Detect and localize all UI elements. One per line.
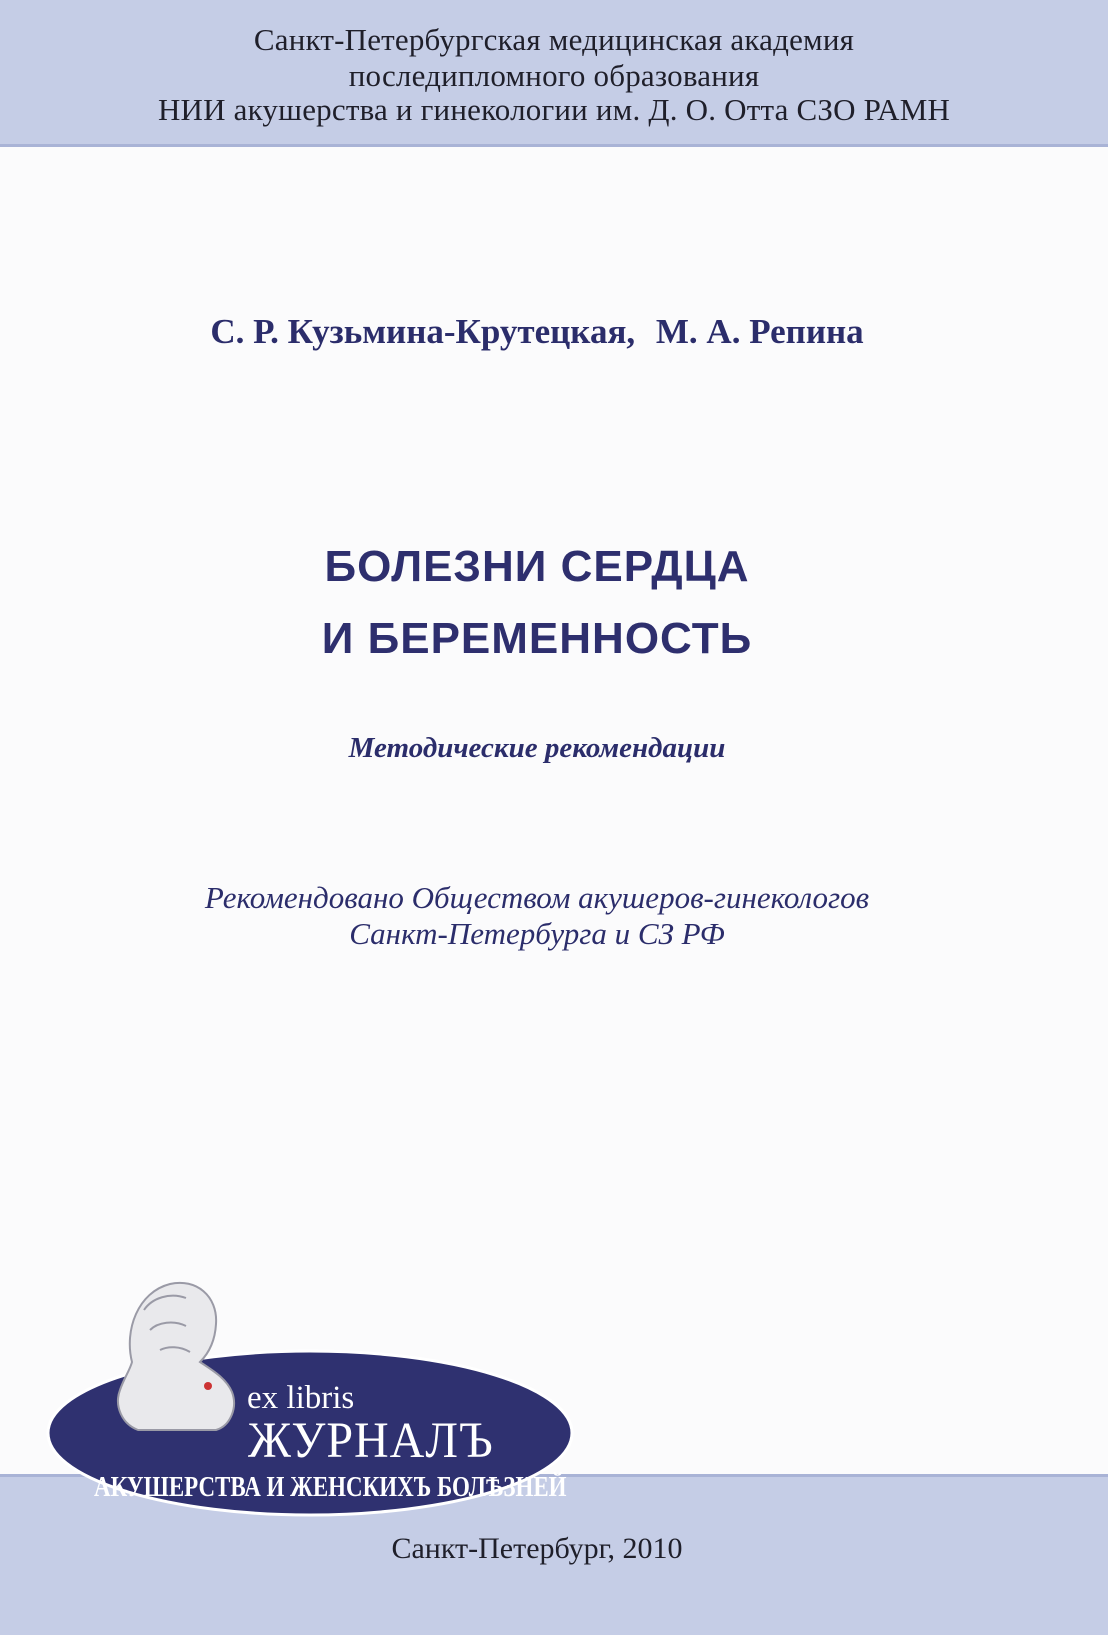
subtitle: Методические рекомендации bbox=[348, 732, 726, 764]
city-year: Санкт-Петербург, 2010 bbox=[391, 1532, 683, 1565]
ex-libris-logo bbox=[40, 1270, 580, 1520]
logo-journal-title: ЖУРНАЛЪ bbox=[248, 1412, 494, 1469]
header-institution-line-3: НИИ акушерства и гинекологии им. Д. О. Отта СЗО РАМН bbox=[157, 92, 951, 127]
header-band bbox=[0, 0, 1108, 147]
header-institution-line-1: Санкт-Петербургская медицинская академия bbox=[253, 22, 855, 57]
logo-ex-libris: ex libris bbox=[247, 1380, 355, 1416]
logo-journal-subtitle: АКУШЕРСТВА И ЖЕНСКИХЪ БОЛѢЗНЕЙ bbox=[94, 1472, 567, 1503]
recommendation-line-1: Рекомендовано Обществом акушеров-гинекологов bbox=[204, 880, 870, 915]
author-1: С. Р. Кузьмина-Крутецкая, bbox=[210, 312, 636, 351]
recommendation-line-2: Санкт-Петербурга и СЗ РФ bbox=[349, 916, 725, 951]
author-2: М. А. Репина bbox=[655, 312, 864, 351]
authors bbox=[0, 312, 1074, 352]
title-line-2: И БЕРЕМЕННОСТЬ bbox=[321, 614, 753, 663]
header-institution-line-2: последипломного образования bbox=[348, 58, 760, 93]
title-line-1: БОЛЕЗНИ СЕРДЦА bbox=[324, 542, 750, 591]
